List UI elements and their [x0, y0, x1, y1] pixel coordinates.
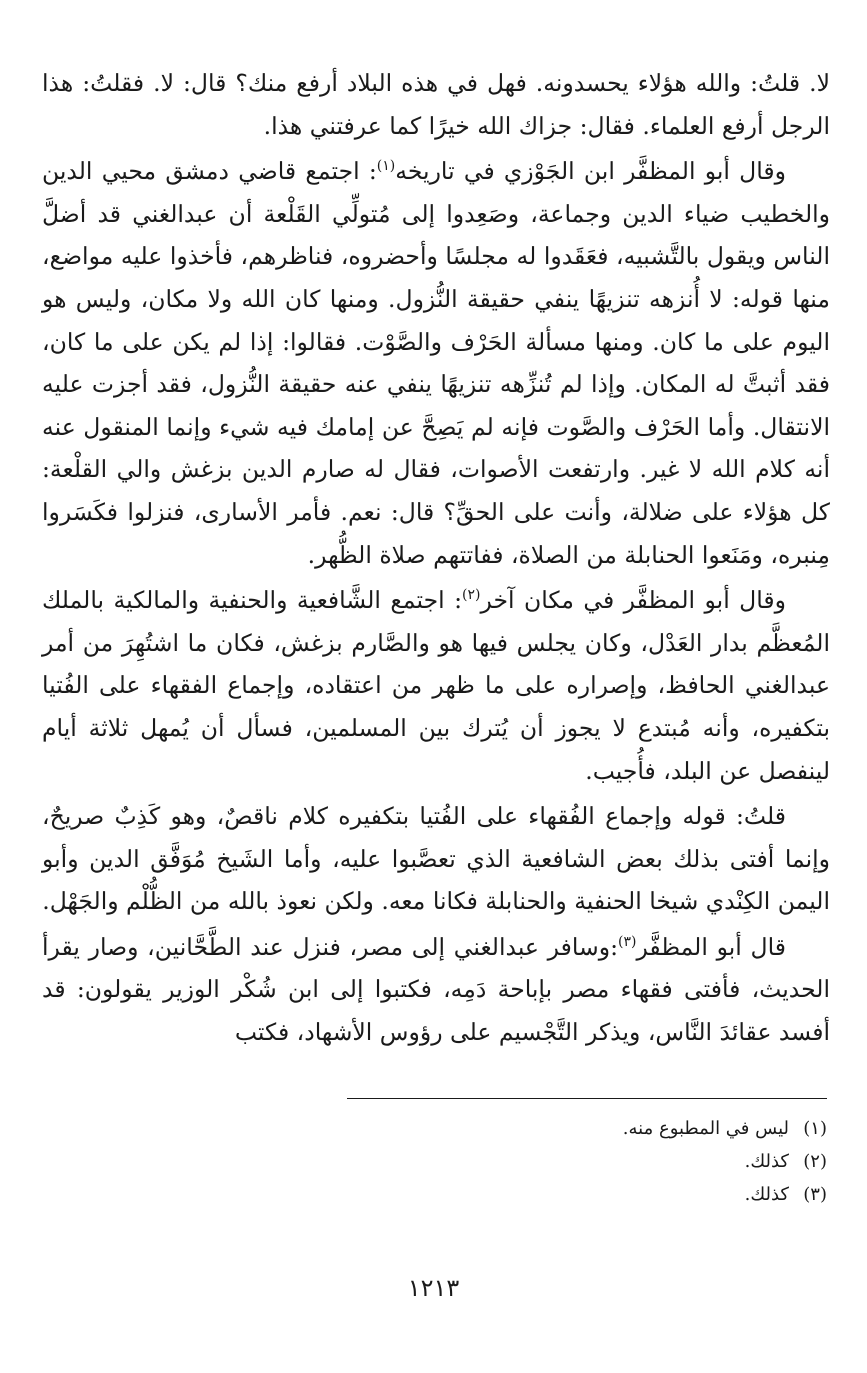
paragraph-text: قال أبو المظفَّر — [636, 932, 786, 961]
paragraph-text: وقال أبو المظفَّر في مكان آخر — [480, 586, 786, 615]
paragraph-2 — [42, 150, 830, 576]
footnote-ref-2: (٢) — [462, 587, 481, 604]
footnote-ref-3: (٣) — [618, 934, 637, 951]
paragraph-text: وقال أبو المظفَّر ابن الجَوْزي في تاريخه — [395, 157, 786, 186]
footnote-number: (٣) — [803, 1184, 827, 1205]
footnote-text: ليس في المطبوع منه. — [622, 1118, 789, 1139]
main-text — [42, 62, 830, 1054]
footnotes — [327, 1112, 827, 1211]
paragraph-text: : اجتمع الشَّافعية والحنفية والمالكية بالملك المُعظَّم بدار العَدْل، وكان يجلس فيها هو والصَّارم بزغش، فكان ما اشتُهِرَ من أمر عبدالغني الحافظ، وإصراره على ما ظهر من اعتقاده، وإجماع الفقهاء على الفُتيا بتكفيره، وأنه مُبتدع لا يجوز أن يُترك بين المسلمين، فسأل أن يُمهل ثلاثة أيام لينفصل عن البلد، فأُجيب. — [42, 586, 830, 785]
footnote-text: كذلك. — [744, 1184, 789, 1205]
paragraph-3 — [42, 579, 830, 792]
paragraph-4 — [42, 795, 830, 923]
footnote-2 — [327, 1145, 827, 1178]
footnote-number: (٢) — [803, 1151, 827, 1172]
footnote-separator — [347, 1098, 827, 1099]
footnote-3 — [327, 1178, 827, 1211]
footnote-ref-1: (١) — [376, 158, 396, 175]
paragraph-text: : اجتمع قاضي دمشق محيي الدين والخطيب ضياء الدين وجماعة، وصَعِدوا إلى مُتولِّي القَلْعة أن عبدالغني قد أضلَّ الناس ويقول بالتَّشبيه، فعَقَدوا له مجلسًا وأحضروه، فناظرهم، فأخذوا عليه مواضع، منها قوله: لا أُنزهه تنزيهًا ينفي حقيقة النُّزول. ومنها كان الله ولا مكان، وليس هو اليوم على ما كان. ومنها مسألة الحَرْف والصَّوْت. فقالوا: إذا لم يكن على ما كان، فقد أثبتَّ له المكان. وإذا لم تُنزِّهه تنزيهًا ينفي عنه حقيقة النُّزول، فقد أجزت عليه الانتقال. وأما الحَرْف والصَّوت فإنه لم يَصِحَّ عن إمامك فيه شيء وإنما المنقول عنه أنه كلام الله لا غير. وارتفعت الأصوات، فقال له صارم الدين بزغش والي القلْعة: كل هؤلاء على ضلالة، وأنت على الحقِّ؟ قال: نعم. فأمر الأسارى، فنزلوا فكَسَروا مِنبره، ومَنَعوا الحنابلة من الصلاة، ففاتتهم صلاة الظُّهر. — [42, 157, 830, 569]
page-number: ١٢١٣ — [407, 1274, 460, 1302]
paragraph-5 — [42, 926, 830, 1054]
footnote-number: (١) — [803, 1118, 827, 1139]
paragraph-1 — [42, 62, 830, 147]
footnote-text: كذلك. — [744, 1151, 789, 1172]
footnote-1 — [327, 1112, 827, 1145]
paragraph-text: قلتُ: قوله وإجماع الفُقهاء على الفُتيا بتكفيره كلام ناقصٌ، وهو كَذِبٌ صريحٌ، وإنما أفتى بذلك بعض الشافعية الذي تعصَّبوا عليه، وأما الشَيخ مُوَفَّق الدين وأبو اليمن الكِنْدي شيخا الحنفية والحنابلة فكانا معه. ولكن نعوذ بالله من الظُّلْم والجَهْل. — [42, 802, 830, 916]
paragraph-text: لا. قلتُ: والله هؤلاء يحسدونه. فهل في هذه البلاد أرفع منك؟ قال: لا. فقلتُ: هذا الرجل أرفع العلماء. فقال: جزاك الله خيرًا كما عرفتني هذا. — [42, 69, 830, 140]
paragraph-text: :وسافر عبدالغني إلى مصر، فنزل عند الطَّحَّانين، وصار يقرأ الحديث، فأفتى فقهاء مصر بإباحة دَمِه، فكتبوا إلى ابن شُكْر الوزير يقولون: قد أفسد عقائدَ النَّاس، ويذكر التَّجْسيم على رؤوس الأشهاد، فكتب — [42, 932, 830, 1047]
